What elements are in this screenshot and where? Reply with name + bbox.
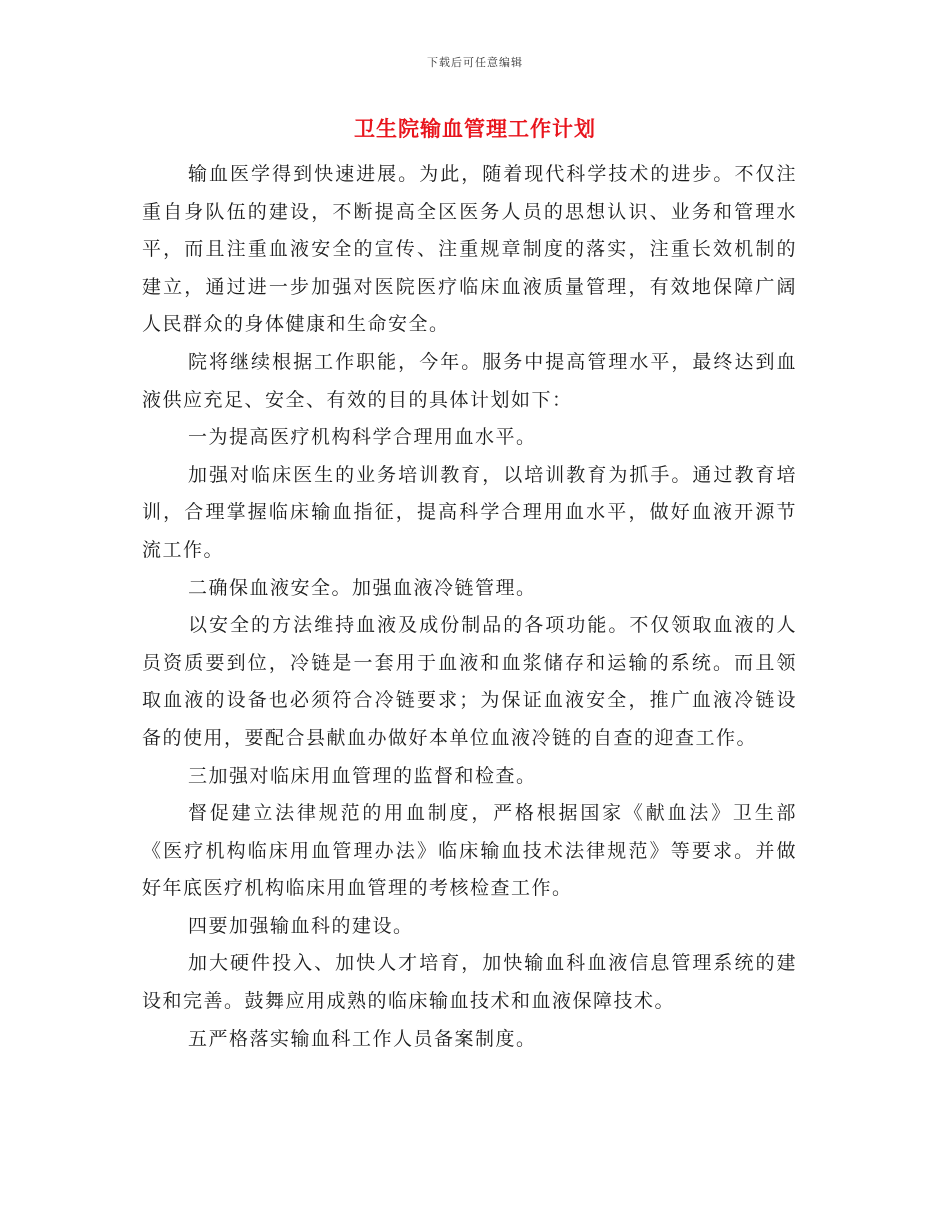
section-heading-5: 五严格落实输血科工作人员备案制度。 — [188, 1027, 537, 1050]
paragraph-section-2: 以安全的方法维持血液及成份制品的各项功能。不仅领取血液的人员资质要到位，冷链是一套用于血液和血浆储存和运输的系统。而且领取血液的设备也必须符合冷链要求；为保证血液安全，推广血液冷链设备的使用，要配合县献血办做好本单位血液冷链的自查的迎查工作。 — [142, 614, 797, 749]
paragraph-plan-overview: 院将继续根据工作职能，今年。服务中提高管理水平，最终达到血液供应充足、安全、有效的目的具体计划如下： — [142, 350, 797, 411]
document-body — [142, 156, 797, 1058]
paragraph-section-4: 加大硬件投入、加快人才培育，加快输血科血液信息管理系统的建设和完善。鼓舞应用成熟的临床输血技术和血液保障技术。 — [142, 952, 797, 1013]
section-heading-3: 三加强对临床用血管理的监督和检查。 — [188, 764, 537, 787]
paragraph-section-3: 督促建立法律规范的用血制度，严格根据国家《献血法》卫生部《医疗机构临床用血管理办法》临床输血技术法律规范》等要求。并做好年底医疗机构临床用血管理的考核检查工作。 — [142, 802, 797, 900]
section-heading-2: 二确保血液安全。加强血液冷链管理。 — [188, 576, 537, 599]
paragraph-intro: 输血医学得到快速进展。为此，随着现代科学技术的进步。不仅注重自身队伍的建设，不断提高全区医务人员的思想认识、业务和管理水平，而且注重血液安全的宣传、注重规章制度的落实，注重长效机制的建立，通过进一步加强对医院医疗临床血液质量管理，有效地保障广阔人民群众的身体健康和生命安全。 — [142, 163, 797, 336]
section-heading-4: 四要加强输血科的建设。 — [188, 914, 414, 937]
section-heading-1: 一为提高医疗机构科学合理用血水平。 — [188, 426, 537, 449]
document-title: 卫生院输血管理工作计划 — [354, 117, 596, 141]
paragraph-section-1: 加强对临床医生的业务培训教育，以培训教育为抓手。通过教育培训，合理掌握临床输血指征，提高科学合理用血水平，做好血液开源节流工作。 — [142, 463, 797, 561]
header-note: 下载后可任意编辑 — [427, 56, 523, 69]
